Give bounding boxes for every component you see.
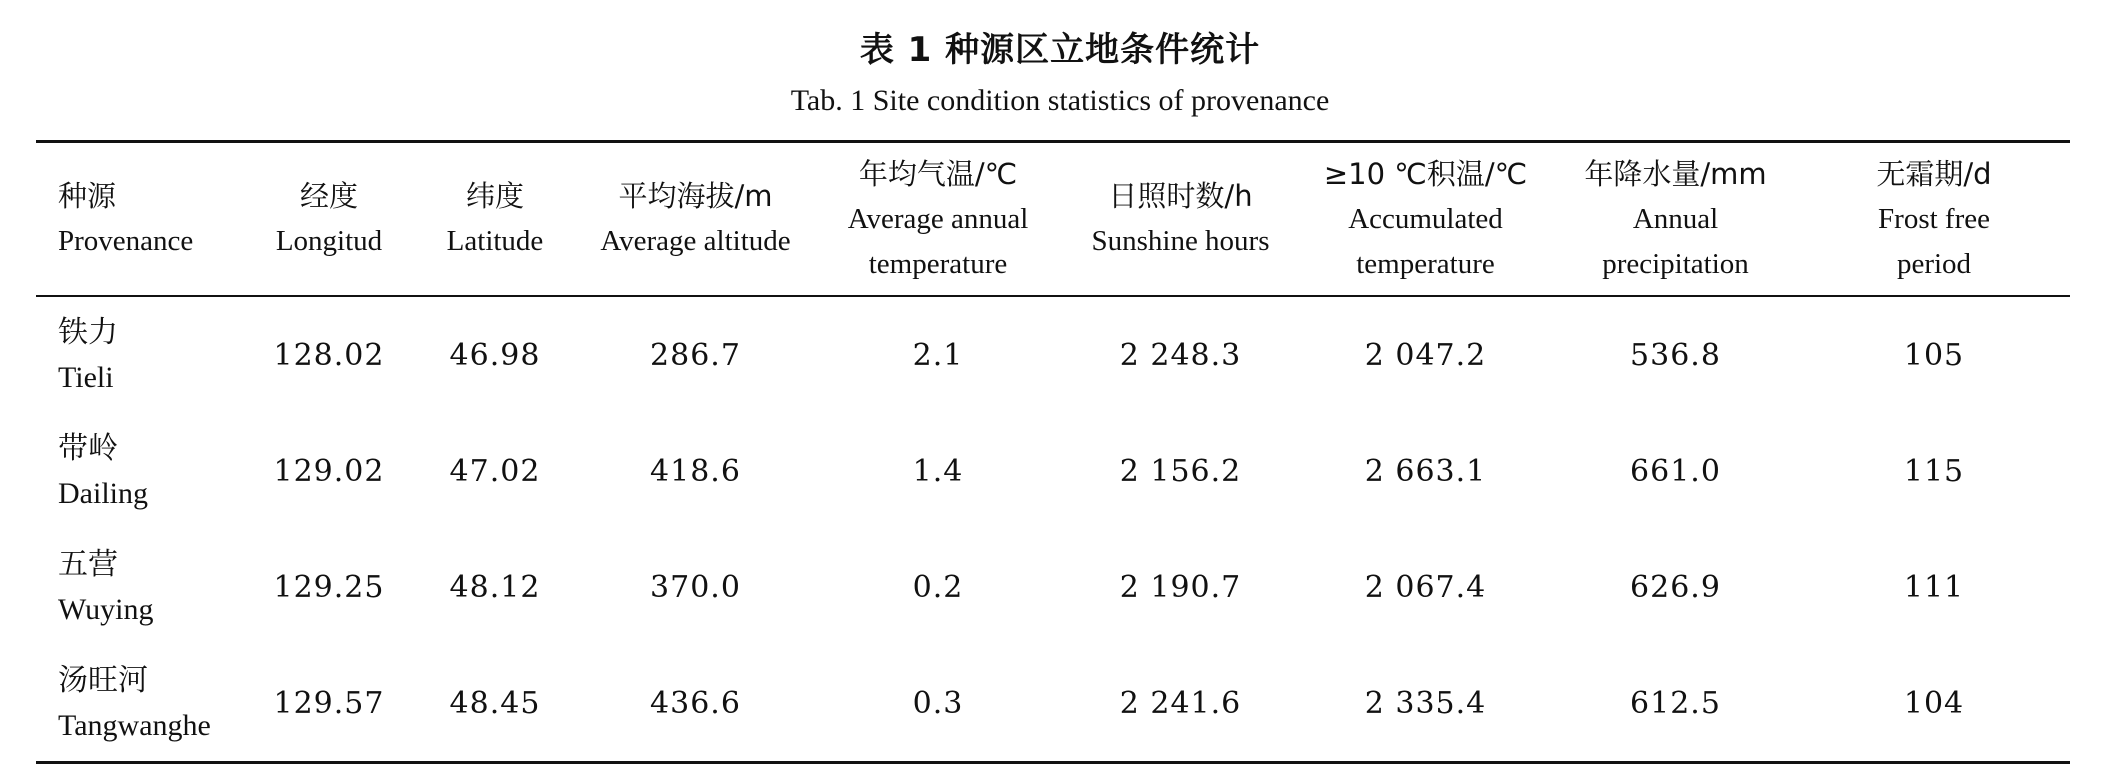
header-line: 无霜期/d [1876,156,1992,191]
temperature-cell: 2.1 [912,337,964,373]
table-row [36,296,2070,413]
provenance-name-en: Dailing [58,477,148,510]
provenance-name-en: Tieli [58,361,114,394]
longitude-cell: 129.25 [273,569,385,605]
header-line: Provenance [58,225,194,257]
altitude-cell: 436.6 [650,685,741,721]
latitude-cell: 46.98 [449,337,541,373]
altitude-cell: 286.7 [650,337,741,373]
latitude-cell: 47.02 [449,453,541,489]
header-line: 平均海拔/m [618,179,773,213]
accumulated-temperature-cell: 2 067.4 [1364,569,1487,605]
latitude-cell: 48.45 [449,685,541,721]
accumulated-temperature-cell: 2 335.4 [1364,685,1487,721]
header-line: Accumulated [1348,202,1503,235]
sunshine-cell: 2 156.2 [1119,453,1242,489]
header-line: ≥10 ℃积温/℃ [1323,156,1528,191]
table-title-cn: 表 1 种源区立地条件统计 [859,30,1261,70]
header-line: temperature [1356,247,1495,280]
latitude-cell: 48.12 [449,569,541,605]
header-row [36,142,2070,297]
longitude-cell: 129.02 [273,453,385,489]
temperature-cell: 0.2 [912,569,964,605]
header-line: Longitud [275,225,383,257]
sunshine-cell: 2 248.3 [1119,337,1242,373]
header-average-annual-temperature [813,142,1063,297]
table-row [36,413,2070,529]
table-row [36,529,2070,645]
header-line: precipitation [1602,247,1749,280]
header-longitude [246,142,412,297]
precipitation-cell: 612.5 [1630,685,1721,721]
header-line: Average altitude [600,225,791,257]
temperature-cell: 1.4 [912,453,964,489]
header-line: temperature [868,247,1008,280]
table-title-en: Tab. 1 Site condition statistics of provenance [790,84,1330,117]
header-line: period [1896,247,1972,280]
header-line: 种源 [58,179,117,213]
precipitation-cell: 626.9 [1630,569,1721,605]
header-latitude [412,142,578,297]
site-condition-table [36,140,2070,764]
header-line: 纬度 [465,179,524,213]
header-line: Average annual [847,202,1029,235]
altitude-cell: 370.0 [650,569,741,605]
header-accumulated-temperature [1298,142,1553,297]
header-line: Sunshine hours [1091,225,1270,257]
provenance-name-en: Tangwanghe [58,709,211,742]
provenance-name-en: Wuying [58,593,154,626]
altitude-cell: 418.6 [650,453,741,489]
accumulated-temperature-cell: 2 663.1 [1364,453,1487,489]
provenance-cell [36,529,246,645]
header-annual-precipitation [1553,142,1798,297]
header-average-altitude [578,142,813,297]
sunshine-cell: 2 190.7 [1119,569,1242,605]
temperature-cell: 0.3 [912,685,964,721]
header-line: 年降水量/mm [1584,156,1767,191]
header-sunshine-hours [1063,142,1298,297]
provenance-name-cn: 汤旺河 [58,663,148,698]
header-frost-free-period [1798,142,2070,297]
longitude-cell: 129.57 [273,685,385,721]
table-row [36,645,2070,763]
header-line: 年均气温/℃ [858,156,1018,191]
frost-free-cell: 104 [1903,685,1965,721]
precipitation-cell: 536.8 [1630,337,1721,373]
provenance-cell [36,413,246,529]
header-line: Frost free [1878,202,1990,235]
provenance-cell [36,296,246,413]
header-line: 日照时数/h [1108,179,1253,213]
accumulated-temperature-cell: 2 047.2 [1364,337,1487,373]
frost-free-cell: 111 [1903,569,1965,605]
provenance-cell [36,645,246,763]
header-line: 经度 [299,179,358,213]
provenance-name-cn: 铁力 [58,315,118,350]
frost-free-cell: 115 [1903,453,1965,489]
header-line: Latitude [446,225,544,257]
longitude-cell: 128.02 [273,337,385,373]
header-line: Annual [1632,202,1719,235]
provenance-name-cn: 五营 [58,547,118,582]
precipitation-cell: 661.0 [1630,453,1721,489]
site-condition-table-wrapper [36,140,2070,764]
provenance-name-cn: 带岭 [58,431,118,466]
sunshine-cell: 2 241.6 [1119,685,1242,721]
frost-free-cell: 105 [1903,337,1965,373]
header-provenance [36,142,246,297]
